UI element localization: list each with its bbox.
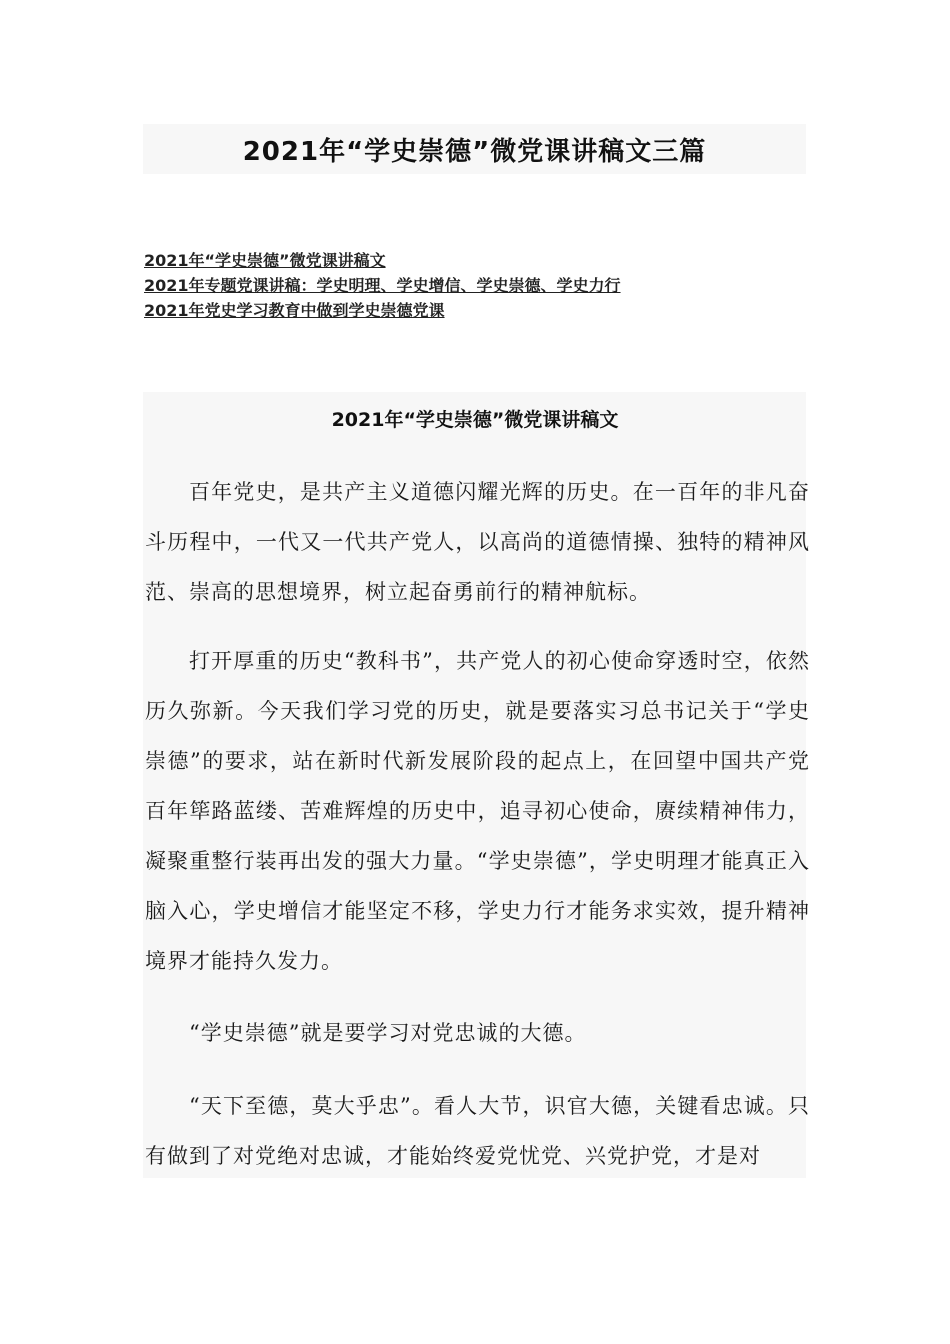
toc-link-1[interactable]: 2021年“学史崇德”微党课讲稿文 [144, 251, 386, 270]
article-title: 2021年“学史崇德”微党课讲稿文 [331, 409, 619, 431]
article-paragraph-3: “学史崇德”就是要学习对党忠诚的大德。 [189, 1021, 587, 1045]
article-paragraph-4: “天下至德，莫大乎忠”。看人大节，识官大德，关键看忠诚。只有做到了对党绝对忠诚，才能始终爱党忧党、兴党护党，才是对 [145, 1094, 810, 1168]
table-of-contents [144, 248, 784, 323]
article-paragraph-2: 打开厚重的历史“教科书”，共产党人的初心使命穿透时空，依然历久弥新。今天我们学习党的历史，就是要落实习总书记关于“学史崇德”的要求，站在新时代新发展阶段的起点上，在回望中国共产党百年筚路蓝缕、苦难辉煌的历史中，追寻初心使命，赓续精神伟力，凝聚重整行装再出发的强大力量。“学史崇德”，学史明理才能真正入脑入心，学史增信才能坚定不移，学史力行才能务求实效，提升精神境界才能持久发力。 [145, 649, 810, 973]
document-title-band [143, 124, 806, 174]
toc-link-3[interactable]: 2021年党史学习教育中做到学史崇德党课 [144, 301, 445, 320]
toc-link-2[interactable]: 2021年专题党课讲稿：学史明理、学史增信、学史崇德、学史力行 [144, 276, 621, 295]
document-title: 2021年“学史崇德”微党课讲稿文三篇 [242, 136, 707, 167]
article-paragraph-1: 百年党史，是共产主义道德闪耀光辉的历史。在一百年的非凡奋斗历程中，一代又一代共产党人，以高尚的道德情操、独特的精神风范、崇高的思想境界，树立起奋勇前行的精神航标。 [145, 480, 810, 604]
